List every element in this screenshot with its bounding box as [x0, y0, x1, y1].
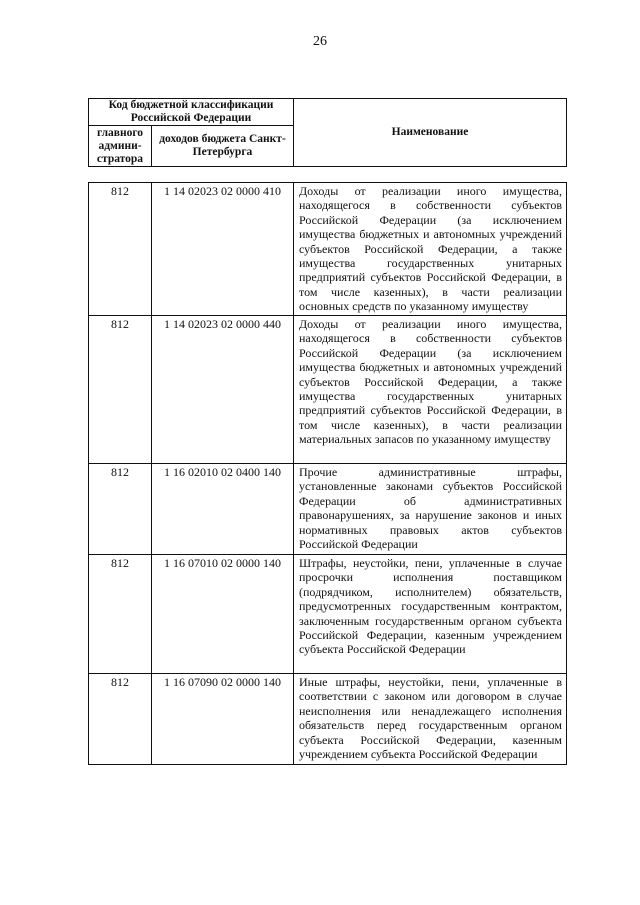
- code-column-header: доходов бюджета Санкт-Петербурга: [152, 126, 294, 167]
- revenue-code-cell: 1 16 02010 02 0400 140: [152, 464, 294, 555]
- revenue-name-cell: Доходы от реализации иного имущества, находящегося в собственности субъектов Российской Федерации (за исключением имущества бюджетных и автономных учреждений субъектов Российской Федерации, а также имущества государственных унитарных предприятий субъектов Российской Федерации, в том числе казенных), в части реализации основных средств по указанному имуществу: [294, 183, 567, 316]
- page-number: 26: [313, 34, 327, 49]
- revenue-name-cell: Иные штрафы, неустойки, пени, уплаченные в соответствии с законом или договором в случае неисполнения или ненадлежащего исполнения обязательств перед государственным органом субъекта Российской Федерации, казенным учреждением субъекта Российской Федерации: [294, 674, 567, 765]
- revenue-name-cell: Доходы от реализации иного имущества, находящегося в собственности субъектов Российской Федерации (за исключением имущества бюджетных и автономных учреждений субъектов Российской Федерации, а также имущества государственных унитарных предприятий субъектов Российской Федерации, в том числе казенных), в части реализации материальных запасов по указанному имуществу: [294, 316, 567, 464]
- revenue-name-cell: Штрафы, неустойки, пени, уплаченные в случае просрочки исполнения поставщиком (подрядчиком, исполнителем) обязательств, предусмотренных государственным контрактом, заключенным государственным органом субъекта Российской Федерации, казенным учреждением субъекта Российской Федерации: [294, 555, 567, 674]
- admin-code-cell: 812: [89, 674, 152, 765]
- revenue-name-cell: Прочие административные штрафы, установленные законами субъектов Российской Федерации об административных правонарушениях, за нарушение законов и иных нормативных правовых актов субъектов Российской Федерации: [294, 464, 567, 555]
- revenue-code-cell: 1 16 07010 02 0000 140: [152, 555, 294, 674]
- classification-table: [88, 182, 567, 765]
- admin-code-cell: 812: [89, 183, 152, 316]
- admin-code-cell: 812: [89, 316, 152, 464]
- table-row: [89, 316, 567, 464]
- budget-classification-group-header: Код бюджетной классификации Российской Федерации: [89, 99, 294, 126]
- admin-code-cell: 812: [89, 555, 152, 674]
- admin-code-cell: 812: [89, 464, 152, 555]
- table-row: [89, 674, 567, 765]
- table-header: [88, 98, 567, 167]
- revenue-code-cell: 1 16 07090 02 0000 140: [152, 674, 294, 765]
- name-column-header: Наименование: [294, 99, 567, 167]
- admin-column-header: главного админи-стратора: [89, 126, 152, 167]
- table-row: [89, 183, 567, 316]
- table-row: [89, 464, 567, 555]
- revenue-code-cell: 1 14 02023 02 0000 410: [152, 183, 294, 316]
- table-row: [89, 555, 567, 674]
- revenue-code-cell: 1 14 02023 02 0000 440: [152, 316, 294, 464]
